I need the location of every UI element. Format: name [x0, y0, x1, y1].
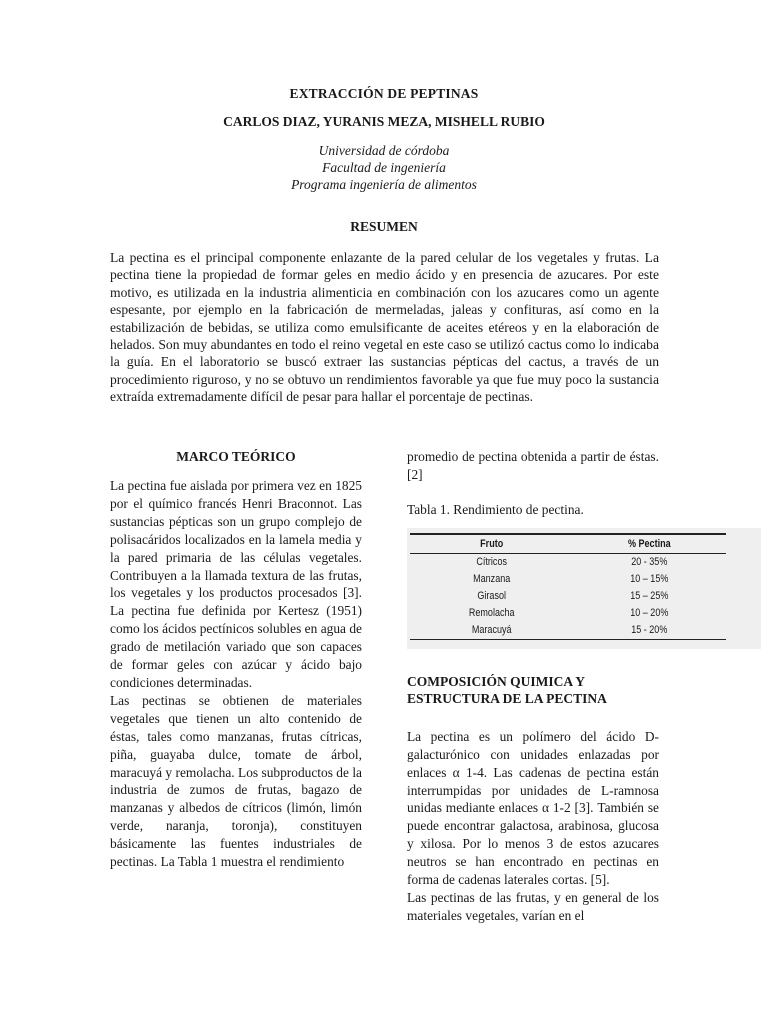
- table-cell-pectina: 15 - 20%: [587, 622, 712, 640]
- table-header-fruto: Fruto: [425, 534, 559, 554]
- affiliation-program: Programa ingeniería de alimentos: [291, 177, 477, 192]
- table-cell-pectina: 10 – 15%: [630, 573, 669, 586]
- table-header-row: [410, 534, 726, 554]
- table-cell-fruto: Maracuyá: [425, 622, 559, 640]
- table-cell-fruto: Cítricos: [476, 556, 507, 569]
- marco-continuation: promedio de pectina obtenida a partir de éstas. [2]: [407, 449, 659, 482]
- marco-paragraph-2: Las pectinas se obtienen de materiales vegetales que tienen un alto contenido de éstas, tales como manzanas, frutas cítricas, piña, guayaba dulce, tomate de árbol, maracuyá y remolacha. Los subproductos de la industria de zumos de frutas, bagazo de manzanas y albedos de cítricos (limón, limón verde, naranja, toronja), constituyen básicamente las fuentes industriales de pectinas. La Tabla 1 muestra el rendimiento: [110, 692, 362, 870]
- paper-title: EXTRACCIÓN DE PEPTINAS: [289, 86, 479, 101]
- table-cell-fruto: Remolacha: [468, 607, 515, 620]
- affiliation-university: Universidad de córdoba: [318, 143, 450, 158]
- table-cell-fruto: Girasol: [477, 590, 506, 603]
- pectin-yield-table: [410, 533, 726, 640]
- composicion-heading: [407, 673, 659, 708]
- marco-paragraph-1: La pectina fue aislada por primera vez en 1825 por el químico francés Henri Braconnot. Las sustancias pépticas son un grupo complejo de polisacáridos localizados en la lamela media y la pared primaria de las células vegetales. Contribuyen a la llamada textura de las frutas, los vegetales y los productos procesados [3]. La pectina fue definida por Kertesz (1951) como los ácidos pectínicos solubles en agua de grado de metilación variado que son capaces de formar geles con azúcar y ácido bajo condiciones determinadas.: [110, 478, 362, 690]
- table-row: [410, 622, 726, 640]
- table-cell-fruto: Manzana: [473, 573, 511, 586]
- left-column: [110, 448, 362, 871]
- table-image: [407, 528, 761, 649]
- marco-teorico-heading: MARCO TEÓRICO: [176, 449, 296, 464]
- table-row: [410, 588, 726, 605]
- abstract-text: La pectina es el principal componente enlazante de la pared celular de los vegetales y frutas. La pectina tiene la propiedad de formar geles en medio ácido y en presencia de azucares. Por este motivo, es utilizada en la industria alimenticia en combinación con los azucares como un agente espesante, por ejemplo en la fabricación de mermeladas, jaleas y confituras, así como en la estabilización de bebidas, se utiliza como emulsificante de aceites etéreos y en la elaboración de helados. Son muy abundantes en todo el reino vegetal en este caso se utilizó cactus como lo indicaba la guía. En el laboratorio se buscó extraer las sustancias pépticas del cactus, a través de un procedimiento riguroso, y no se obtuvo un rendimientos favorable ya que fue muy poco la sustancia extraída extremadamente difícil de pesar para hallar el porcentaje de pectinas.: [110, 250, 659, 405]
- table-cell-pectina: 20 - 35%: [631, 556, 668, 569]
- table-header-pectina: % Pectina: [587, 534, 712, 554]
- table-row: [410, 553, 726, 571]
- composicion-paragraph-1: La pectina es un polímero del ácido D-galacturónico con unidades enlazadas por enlaces α 1-4. Las cadenas de pectina están interrumpidas por unidades de L-ramnosa unidas mediante enlaces α 1-2 [3]. También se puede encontrar galactosa, arabinosa, glucosa y xilosa. Por lo menos 3 de estos azucares neutros se han encontrado en pectinas en forma de cadenas laterales cortas. [5].: [407, 728, 659, 888]
- composicion-paragraph-2: Las pectinas de las frutas, y en general de los materiales vegetales, varían en el: [407, 889, 659, 923]
- right-column: [407, 448, 671, 925]
- table-caption: Tabla 1. Rendimiento de pectina.: [407, 501, 584, 517]
- paper-authors: CARLOS DIAZ, YURANIS MEZA, MISHELL RUBIO: [223, 114, 545, 129]
- composicion-heading-line-2: ESTRUCTURA DE LA PECTINA: [407, 691, 607, 707]
- composicion-heading-line-1: COMPOSICIÓN QUIMICA Y: [407, 673, 586, 689]
- affiliation-block: [0, 142, 768, 193]
- affiliation-faculty: Facultad de ingeniería: [322, 160, 446, 175]
- resumen-heading: RESUMEN: [350, 219, 418, 234]
- table-row: [410, 571, 726, 588]
- table-row: [410, 605, 726, 622]
- table-cell-pectina: 15 – 25%: [630, 590, 669, 603]
- table-cell-pectina: 10 – 20%: [630, 607, 669, 620]
